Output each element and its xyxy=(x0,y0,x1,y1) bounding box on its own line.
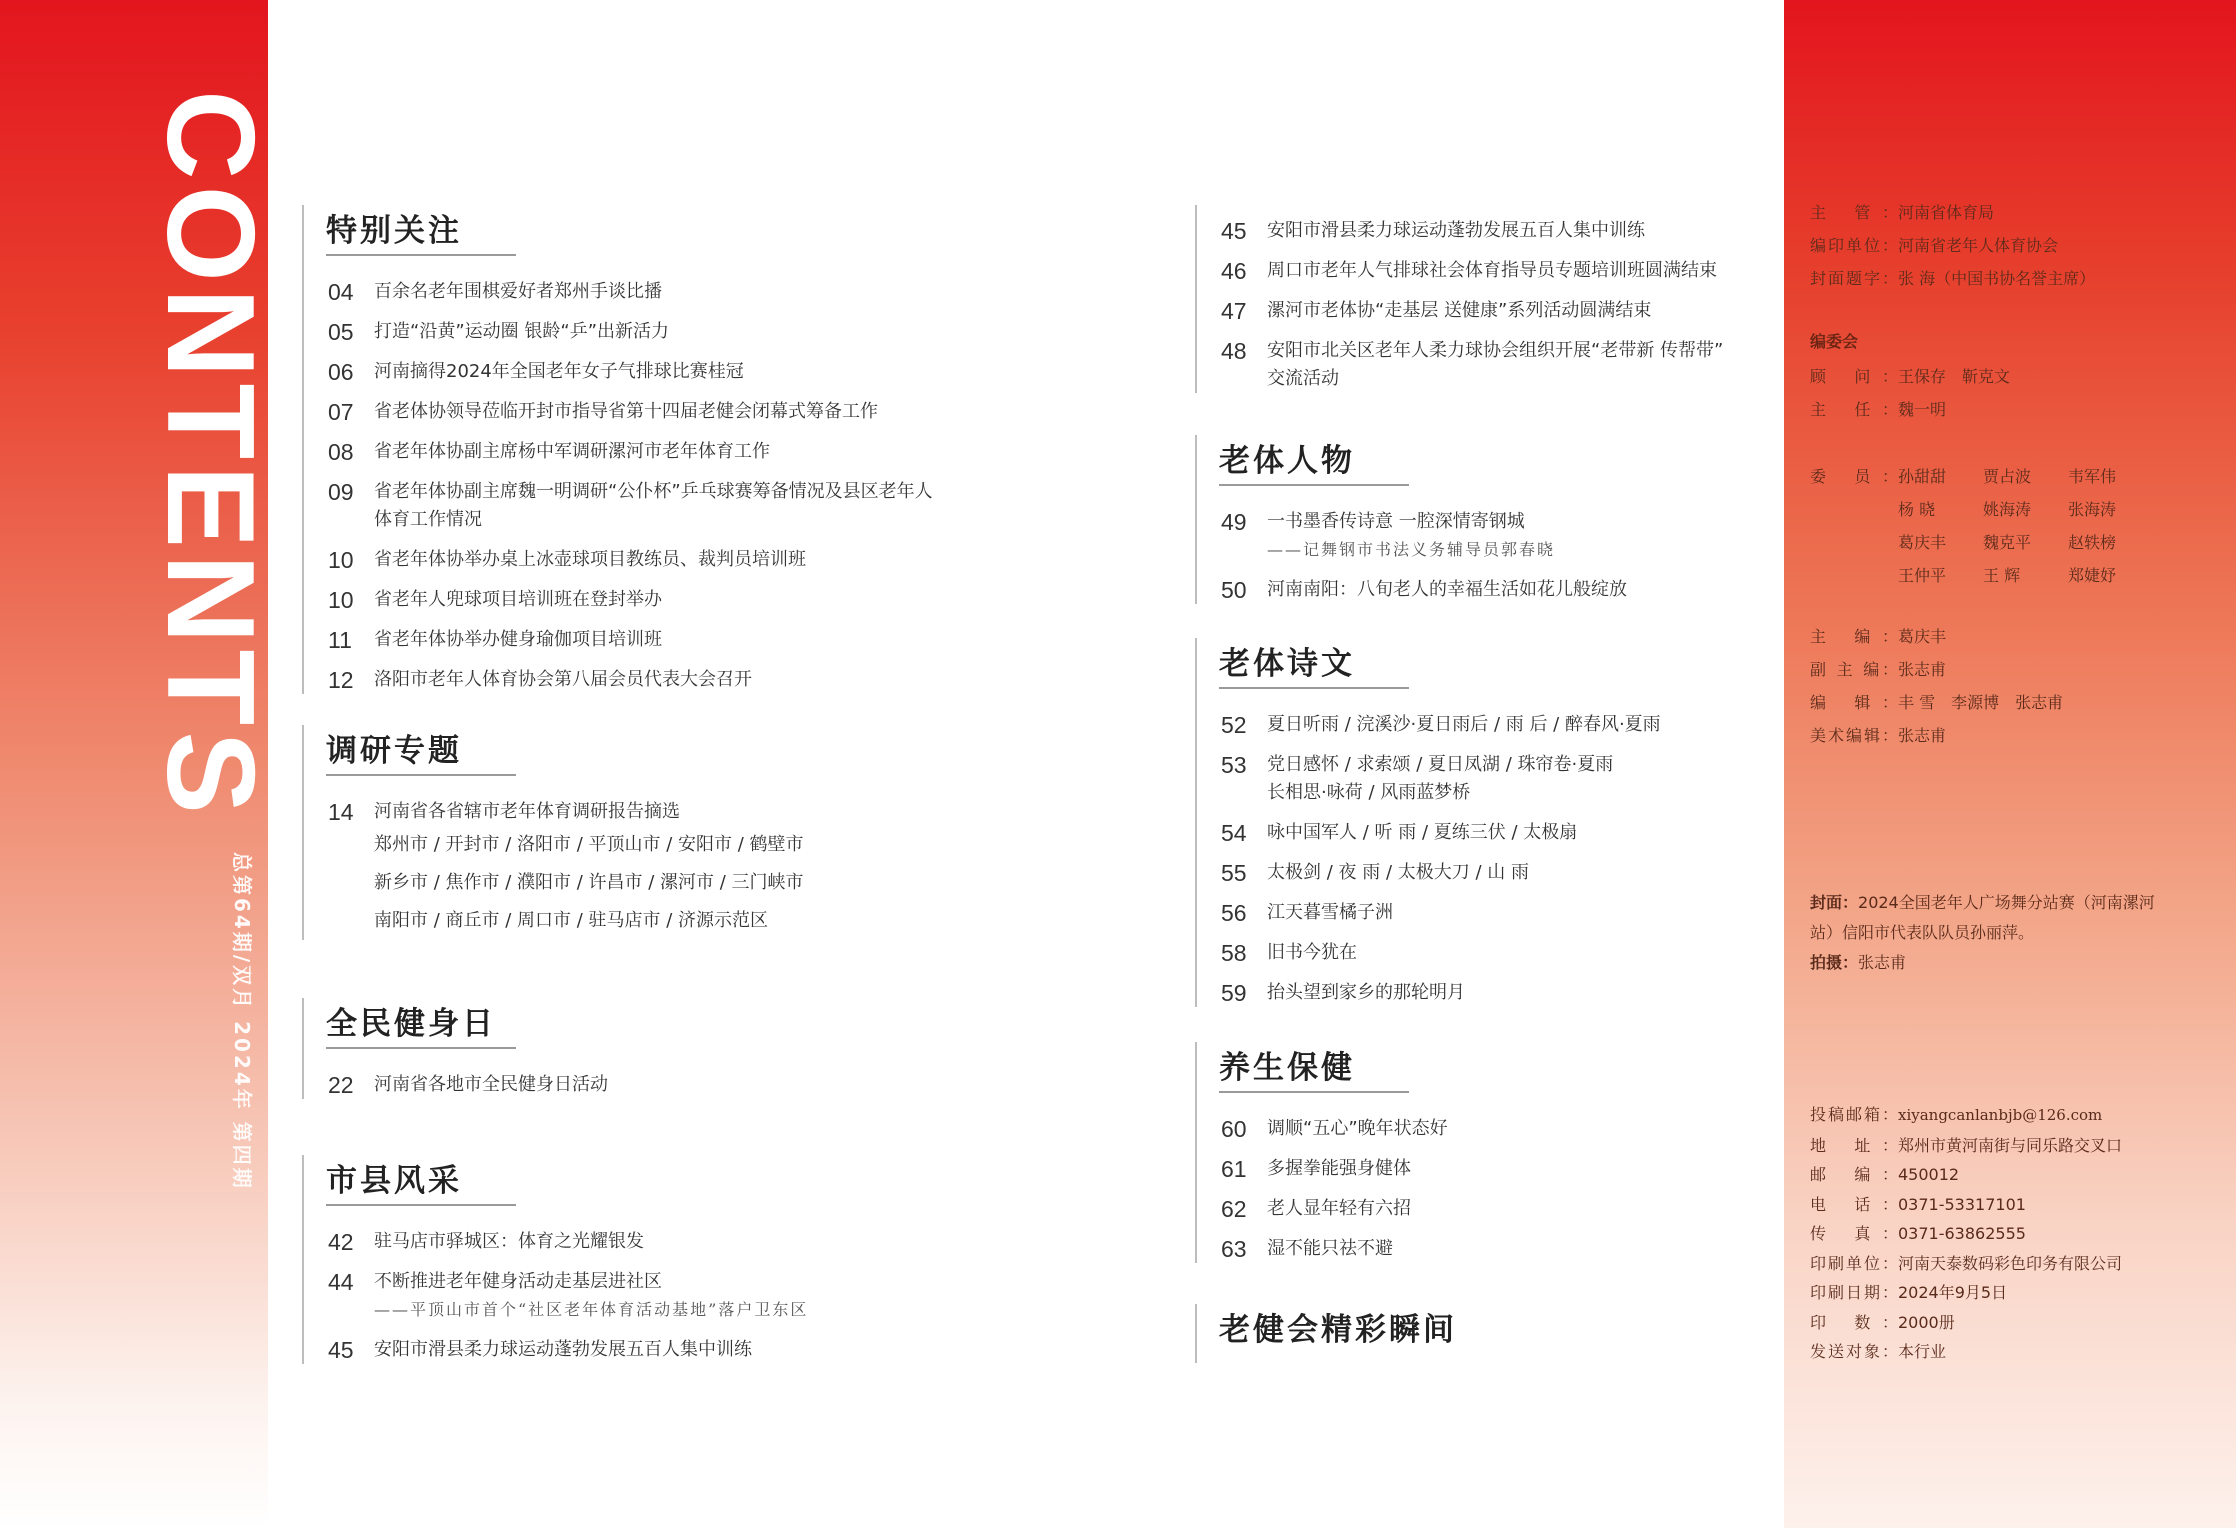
committee-title: 编委会 xyxy=(1810,332,1859,351)
contact-info xyxy=(1810,1100,2122,1367)
cover-text xyxy=(1810,888,2160,948)
page-number: 42 xyxy=(328,1229,354,1255)
toc-entry[interactable] xyxy=(1221,297,1723,325)
toc-entry[interactable] xyxy=(1221,1235,1448,1263)
toc-entry[interactable] xyxy=(1221,751,1661,807)
info-label: 投稿邮箱： xyxy=(1810,1105,1898,1124)
page-number: 60 xyxy=(1221,1116,1247,1142)
entry-title: 洛阳市老年人体育协会第八届会员代表大会召开 xyxy=(374,669,752,690)
page-number: 47 xyxy=(1221,298,1247,324)
entry-title xyxy=(1267,751,1613,807)
page-number: 06 xyxy=(328,359,354,385)
toc-entry[interactable] xyxy=(1221,508,1627,564)
entry-title: 漯河市老体协“走基层 送健康”系列活动圆满结束 xyxy=(1267,300,1652,321)
page-number: 10 xyxy=(328,587,354,613)
entry-title: 调顺“五心”晚年状态好 xyxy=(1267,1118,1448,1139)
section-people xyxy=(1195,435,1627,604)
page-number: 04 xyxy=(328,279,354,305)
toc-entry[interactable] xyxy=(1221,859,1661,887)
entry-title: 周口市老年人气排球社会体育指导员专题培训班圆满结束 xyxy=(1267,260,1717,281)
member-name: 张海涛 xyxy=(2068,500,2117,519)
toc-entry[interactable] xyxy=(1221,899,1661,927)
section-title: 老体诗文 xyxy=(1219,638,1409,689)
info-row xyxy=(1810,1190,2122,1220)
info-label: 编 辑： xyxy=(1810,693,1898,712)
page-number: 45 xyxy=(1221,218,1247,244)
toc-entry[interactable] xyxy=(1221,1195,1448,1223)
info-row xyxy=(1810,262,2095,295)
info-label: 邮 编： xyxy=(1810,1165,1898,1184)
info-row xyxy=(1810,1100,2122,1131)
toc-entry[interactable] xyxy=(1221,979,1661,1007)
cover-label: 封面： xyxy=(1810,893,1859,912)
info-label: 主 管： xyxy=(1810,203,1898,222)
entry-title-line2: 长相思·咏荷 / 风雨蓝梦桥 xyxy=(1267,782,1471,803)
info-row xyxy=(1810,719,2063,752)
toc-entry[interactable] xyxy=(1221,337,1723,393)
member-names xyxy=(1898,460,2153,592)
section-title: 调研专题 xyxy=(326,725,516,776)
page-number: 14 xyxy=(328,799,354,825)
page-number: 52 xyxy=(1221,712,1247,738)
page-number: 08 xyxy=(328,439,354,465)
page-number: 10 xyxy=(328,547,354,573)
page-number: 63 xyxy=(1221,1236,1247,1262)
section-title: 特别关注 xyxy=(326,205,516,256)
info-label: 美术编辑： xyxy=(1810,726,1898,745)
entry-title xyxy=(1267,508,1555,564)
info-label: 地 址： xyxy=(1810,1135,1898,1155)
toc-entry[interactable] xyxy=(328,358,933,386)
section-poems xyxy=(1195,638,1661,1007)
info-value: 河南省老年人体育协会 xyxy=(1898,236,2059,255)
entry-title: 老人显年轻有六招 xyxy=(1267,1198,1411,1219)
entry-title-line1: 党日感怀 / 求索颂 / 夏日凤湖 / 珠帘卷·夏雨 xyxy=(1267,754,1614,775)
toc-entry[interactable] xyxy=(1221,576,1627,604)
toc-entry[interactable] xyxy=(328,666,933,694)
entry-title: 省老年体协副主席杨中军调研漯河市老年体育工作 xyxy=(374,441,770,462)
entry-title-line2: 交流活动 xyxy=(1267,368,1339,389)
info-value: 张志甫 xyxy=(1898,726,1947,745)
info-row xyxy=(1810,1219,2122,1249)
section-health xyxy=(1195,1042,1448,1263)
entry-title: 河南省各地市全民健身日活动 xyxy=(374,1074,608,1095)
entry-title xyxy=(1267,337,1723,393)
entry-title: 多握拳能强身健体 xyxy=(1267,1158,1411,1179)
info-row xyxy=(1810,196,2095,229)
toc-entry[interactable] xyxy=(1221,257,1723,285)
info-row xyxy=(1810,1160,2122,1190)
info-label: 委 员： xyxy=(1810,467,1898,486)
member-name: 韦军伟 xyxy=(2068,467,2117,486)
info-label: 印刷日期： xyxy=(1810,1283,1898,1302)
entry-title-line2: 体育工作情况 xyxy=(374,509,482,530)
entry-title xyxy=(374,1268,808,1324)
info-row xyxy=(1810,686,2063,719)
page-number: 48 xyxy=(1221,338,1247,364)
entry-subtitle: ——平顶山市首个“社区老年体育活动基地”落户卫东区 xyxy=(374,1300,809,1319)
section-county xyxy=(302,1155,808,1364)
page-number: 61 xyxy=(1221,1156,1247,1182)
entry-title: 打造“沿黄”运动圈 银龄“乒”出新活力 xyxy=(374,321,670,342)
entry-title: 旧书今犹在 xyxy=(1267,942,1357,963)
member-name: 姚海涛 xyxy=(1983,500,2032,519)
toc-entry[interactable] xyxy=(328,798,804,826)
entry-title: 咏中国军人 / 听 雨 / 夏练三伏 / 太极扇 xyxy=(1267,822,1578,843)
toc-entry[interactable] xyxy=(328,438,933,466)
info-row xyxy=(1810,1337,2122,1367)
page-number: 45 xyxy=(328,1337,354,1363)
info-value: 葛庆丰 xyxy=(1898,627,1947,646)
city-list xyxy=(374,826,804,940)
photo-credit xyxy=(1810,948,2160,978)
toc-entry[interactable] xyxy=(328,318,933,346)
toc-entry[interactable] xyxy=(328,1228,808,1256)
member-name: 赵轶榜 xyxy=(2068,533,2117,552)
toc-entry[interactable] xyxy=(328,586,933,614)
section-title: 老健会精彩瞬间 xyxy=(1219,1312,1457,1348)
committee-members xyxy=(1810,460,2153,592)
info-label: 发送对象： xyxy=(1810,1342,1898,1361)
info-row xyxy=(1810,360,2010,393)
entry-title-line1: 一书墨香传诗意 一腔深情寄钢城 xyxy=(1267,511,1525,532)
toc-entry[interactable] xyxy=(328,1268,808,1324)
member-name: 杨 晓 xyxy=(1898,500,1936,519)
info-label: 主 任： xyxy=(1810,400,1898,419)
info-label: 编印单位： xyxy=(1810,236,1898,255)
cover-description: 2024全国老年人广场舞分站赛（河南漯河站）信阳市代表队队员孙丽萍。 xyxy=(1810,893,2155,942)
toc-entry[interactable] xyxy=(1221,939,1661,967)
entry-title: 河南南阳：八旬老人的幸福生活如花儿般绽放 xyxy=(1267,579,1627,600)
email-value[interactable]: xiyangcanlanbjb@126.com xyxy=(1898,1106,2103,1124)
page-number: 50 xyxy=(1221,577,1247,603)
city-line: 郑州市 / 开封市 / 洛阳市 / 平顶山市 / 安阳市 / 鹤壁市 xyxy=(374,834,804,855)
info-row xyxy=(1810,620,2063,653)
section-title: 市县风采 xyxy=(326,1155,516,1206)
info-row xyxy=(1810,1308,2122,1338)
member-name: 魏克平 xyxy=(1983,533,2032,552)
info-label: 封面题字： xyxy=(1810,269,1898,288)
info-row xyxy=(1810,653,2063,686)
info-row xyxy=(1810,1278,2122,1308)
page-number: 22 xyxy=(328,1072,354,1098)
info-row xyxy=(1810,1131,2122,1161)
toc-entry[interactable] xyxy=(328,478,933,534)
section-title: 养生保健 xyxy=(1219,1042,1409,1093)
info-label: 印刷单位： xyxy=(1810,1253,1898,1273)
info-value: 郑州市黄河南街与同乐路交叉口 xyxy=(1898,1135,2123,1155)
entry-title-line1: 不断推进老年健身活动走基层进社区 xyxy=(374,1271,662,1292)
page-number: 56 xyxy=(1221,900,1247,926)
info-value: 2000册 xyxy=(1898,1312,1955,1332)
toc-entry[interactable] xyxy=(1221,711,1661,739)
entry-title: 省老年体协举办桌上冰壶球项目教练员、裁判员培训班 xyxy=(374,549,806,570)
toc-column-left xyxy=(302,0,1002,1528)
info-label: 副 主 编： xyxy=(1810,660,1898,679)
section-special xyxy=(302,205,933,694)
info-value: 河南天泰数码彩色印务有限公司 xyxy=(1898,1253,2123,1273)
info-value: 河南省体育局 xyxy=(1898,203,1995,222)
page-number: 53 xyxy=(1221,752,1247,778)
info-label: 电 话： xyxy=(1810,1194,1898,1214)
city-line: 南阳市 / 商丘市 / 周口市 / 驻马店市 / 济源示范区 xyxy=(374,910,769,931)
section-research xyxy=(302,725,804,940)
info-label: 传 真： xyxy=(1810,1224,1898,1243)
info-value: 本行业 xyxy=(1898,1342,1947,1361)
section-fitness-day xyxy=(302,998,608,1099)
page-number: 62 xyxy=(1221,1196,1247,1222)
page-number: 46 xyxy=(1221,258,1247,284)
photo-label: 拍摄： xyxy=(1810,953,1859,972)
info-value: 450012 xyxy=(1898,1165,1960,1184)
toc-column-right xyxy=(1195,0,1785,1528)
toc-entry[interactable] xyxy=(328,546,933,574)
member-name: 郑婕妤 xyxy=(2068,566,2117,585)
page-number: 58 xyxy=(1221,940,1247,966)
page-number: 12 xyxy=(328,667,354,693)
entry-title: 省老体协领导莅临开封市指导省第十四届老健会闭幕式筹备工作 xyxy=(374,401,878,422)
entry-title: 抬头望到家乡的那轮明月 xyxy=(1267,982,1465,1003)
toc-entry[interactable] xyxy=(1221,1155,1448,1183)
entry-title: 夏日听雨 / 浣溪沙·夏日雨后 / 雨 后 / 醉春风·夏雨 xyxy=(1267,714,1661,735)
info-row xyxy=(1810,229,2095,262)
page-number: 11 xyxy=(328,627,352,653)
city-line: 新乡市 / 焦作市 / 濮阳市 / 许昌市 / 漯河市 / 三门峡市 xyxy=(374,872,804,893)
editors xyxy=(1810,620,2063,752)
page-number: 09 xyxy=(328,479,354,505)
editorial-committee xyxy=(1810,325,2010,426)
section-county-continued xyxy=(1195,205,1723,393)
entry-title xyxy=(374,478,933,534)
info-label: 顾 问： xyxy=(1810,367,1898,386)
entry-title: 省老年体协举办健身瑜伽项目培训班 xyxy=(374,629,662,650)
toc-entry[interactable] xyxy=(328,626,933,654)
toc-entry[interactable] xyxy=(1221,819,1661,847)
entry-title: 江天暮雪橘子洲 xyxy=(1267,902,1393,923)
member-name: 贾占波 xyxy=(1983,467,2032,486)
info-value: 0371-53317101 xyxy=(1898,1194,2026,1214)
info-label: 印 数： xyxy=(1810,1312,1898,1332)
page-number: 49 xyxy=(1221,509,1247,535)
toc-entry[interactable] xyxy=(328,1336,808,1364)
entry-title-line1: 安阳市北关区老年人柔力球协会组织开展“老带新 传帮带” xyxy=(1267,340,1724,361)
contents-heading: CONTENTS xyxy=(141,90,279,820)
toc-entry[interactable] xyxy=(1221,1115,1448,1143)
toc-entry[interactable] xyxy=(328,398,933,426)
info-value: 张 海（中国书协名誉主席） xyxy=(1898,269,2096,288)
info-row xyxy=(1810,393,2010,426)
cover-caption xyxy=(1810,888,2160,978)
page-number: 54 xyxy=(1221,820,1247,846)
info-row xyxy=(1810,1249,2122,1279)
toc-entry[interactable] xyxy=(328,1071,608,1099)
page-number: 05 xyxy=(328,319,354,345)
info-value: 0371-63862555 xyxy=(1898,1224,2026,1243)
member-name: 葛庆丰 xyxy=(1898,533,1947,552)
page-number: 07 xyxy=(328,399,354,425)
entry-title: 河南省各省辖市老年体育调研报告摘选 xyxy=(374,801,680,822)
entry-title-line1: 省老年体协副主席魏一明调研“公仆杯”乒乓球赛筹备情况及县区老年人 xyxy=(374,481,933,502)
info-value: 2024年9月5日 xyxy=(1898,1283,2008,1302)
member-name: 孙甜甜 xyxy=(1898,467,1947,486)
info-value: 王保存 靳克文 xyxy=(1898,367,2011,386)
entry-title: 百余名老年围棋爱好者郑州手谈比播 xyxy=(374,281,662,302)
page-number: 59 xyxy=(1221,980,1247,1006)
member-name: 王仲平 xyxy=(1898,566,1947,585)
entry-title: 湿不能只祛不避 xyxy=(1267,1238,1393,1259)
entry-subtitle: ——记舞钢市书法义务辅导员郭春晓 xyxy=(1267,540,1556,559)
publisher-info xyxy=(1810,196,2095,295)
section-title: 全民健身日 xyxy=(326,998,516,1049)
entry-title: 安阳市滑县柔力球运动蓬勃发展五百人集中训练 xyxy=(374,1339,752,1360)
entry-title: 河南摘得2024年全国老年女子气排球比赛桂冠 xyxy=(374,361,744,382)
page-number: 44 xyxy=(328,1269,354,1295)
section-moments[interactable] xyxy=(1195,1304,1457,1363)
info-value: 魏一明 xyxy=(1898,400,1947,419)
page-number: 55 xyxy=(1221,860,1247,886)
info-value: 丰 雪 李源博 张志甫 xyxy=(1898,693,2064,712)
entry-title: 驻马店市驿城区：体育之光耀银发 xyxy=(374,1231,644,1252)
info-value: 张志甫 xyxy=(1898,660,1947,679)
entry-title: 安阳市滑县柔力球运动蓬勃发展五百人集中训练 xyxy=(1267,220,1645,241)
section-title: 老体人物 xyxy=(1219,435,1409,486)
issue-info: 总第64期/双月 2024年 第四期 xyxy=(230,852,254,1191)
photographer: 张志甫 xyxy=(1858,953,1907,972)
info-label: 主 编： xyxy=(1810,627,1898,646)
toc-entry[interactable] xyxy=(328,278,933,306)
entry-title: 省老年人兜球项目培训班在登封举办 xyxy=(374,589,662,610)
entry-title: 太极剑 / 夜 雨 / 太极大刀 / 山 雨 xyxy=(1267,862,1529,883)
member-name: 王 辉 xyxy=(1983,566,2021,585)
toc-entry[interactable] xyxy=(1221,217,1723,245)
